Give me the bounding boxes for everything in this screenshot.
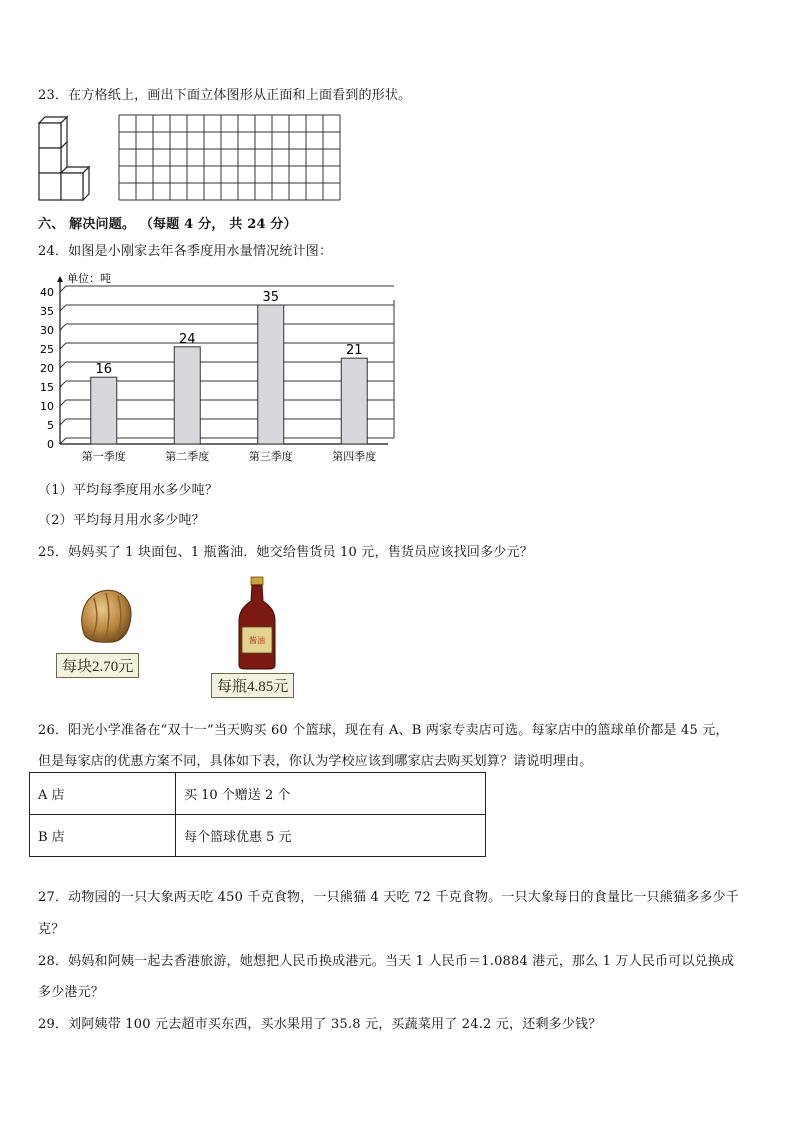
cube-figure bbox=[36, 114, 92, 204]
y-tick-label: 25 bbox=[40, 343, 54, 356]
table-row bbox=[30, 773, 486, 815]
grid-line bbox=[60, 362, 66, 368]
x-category-label: 第四季度 bbox=[332, 450, 377, 463]
grid-line bbox=[60, 400, 66, 406]
q28-line2: 多少港元？ bbox=[38, 985, 105, 1000]
q24-sub1: （1）平均每季度用水多少吨？ bbox=[38, 483, 219, 498]
y-tick-label: 40 bbox=[40, 286, 54, 299]
offer-cell: 每个篮球优惠 5 元 bbox=[176, 815, 486, 857]
bar bbox=[258, 305, 284, 444]
x-category-label: 第二季度 bbox=[165, 450, 210, 463]
soy-bottle-label: 酱油 bbox=[249, 636, 265, 645]
y-tick-label: 10 bbox=[40, 400, 54, 413]
bar bbox=[341, 358, 367, 444]
grid-line bbox=[60, 438, 66, 444]
bar-value-label: 24 bbox=[178, 331, 196, 347]
q23-text: 23．在方格纸上，画出下面立体图形从正面和上面看到的形状。 bbox=[38, 88, 412, 103]
grid-line bbox=[60, 324, 66, 330]
shop-name-cell: A 店 bbox=[30, 773, 176, 815]
grid-paper[interactable] bbox=[118, 114, 342, 202]
grid-line bbox=[60, 381, 66, 387]
shop-offer-table bbox=[29, 772, 486, 857]
x-category-label: 第一季度 bbox=[81, 450, 126, 463]
q26-line1: 26．阳光小学准备在“双十一”当天购买 60 个篮球，现在有 A、B 两家专卖店可选。每家店中的篮球单价都是 45 元， bbox=[38, 723, 729, 738]
y-tick-label: 15 bbox=[40, 381, 54, 394]
bar bbox=[91, 377, 117, 444]
bread-image bbox=[76, 586, 136, 646]
y-tick-label: 30 bbox=[40, 324, 54, 337]
water-usage-chart bbox=[30, 266, 410, 468]
q24-text: 24．如图是小刚家去年各季度用水量情况统计图： bbox=[38, 244, 333, 259]
q29-text: 29．刘阿姨带 100 元去超市买东西，买水果用了 35.8 元，买蔬菜用了 24.2 元，还剩多少钱？ bbox=[38, 1017, 602, 1032]
soy-price-tag: 每瓶4.85元 bbox=[211, 673, 294, 698]
y-tick-label: 0 bbox=[47, 438, 54, 451]
grid-line bbox=[60, 305, 66, 311]
bar bbox=[174, 347, 200, 444]
q28-line1: 28．妈妈和阿姨一起去香港旅游，她想把人民币换成港元。当天 1 人民币＝1.0884 港元，那么 1 万人民币可以兑换成 bbox=[38, 954, 735, 969]
x-category-label: 第三季度 bbox=[248, 450, 293, 463]
grid-line bbox=[60, 343, 66, 349]
soy-sauce-bottle-image bbox=[236, 575, 278, 670]
y-tick-label: 35 bbox=[40, 305, 54, 318]
y-axis-arrow bbox=[57, 276, 63, 282]
bread-price-tag: 每块2.70元 bbox=[56, 653, 139, 678]
q27-line1: 27．动物园的一只大象两天吃 450 千克食物，一只熊猫 4 天吃 72 千克食物。一只大象每日的食量比一只熊猫多多少千 bbox=[38, 890, 739, 905]
y-tick-label: 5 bbox=[47, 419, 54, 432]
offer-cell: 买 10 个赠送 2 个 bbox=[176, 773, 486, 815]
bar-value-label: 35 bbox=[262, 290, 280, 305]
grid-line bbox=[60, 286, 66, 292]
shop-name-cell: B 店 bbox=[30, 815, 176, 857]
chart-unit-label: 单位：吨 bbox=[67, 272, 111, 285]
q27-line2: 克？ bbox=[38, 922, 65, 937]
grid-line bbox=[60, 419, 66, 425]
table-row bbox=[30, 815, 486, 857]
q25-text: 25．妈妈买了 1 块面包、1 瓶酱油．她交给售货员 10 元，售货员应该找回多少元？ bbox=[38, 545, 533, 560]
q26-line2: 但是每家店的优惠方案不同，具体如下表，你认为学校应该到哪家店去购买划算？请说明理由。 bbox=[38, 754, 593, 769]
q24-sub2: （2）平均每月用水多少吨？ bbox=[38, 513, 205, 528]
section-heading: 六、 解决问题。 （每题 4 分， 共 24 分） bbox=[38, 217, 297, 232]
bar-value-label: 16 bbox=[95, 362, 113, 378]
bar-value-label: 21 bbox=[345, 343, 363, 359]
y-tick-label: 20 bbox=[40, 362, 54, 375]
